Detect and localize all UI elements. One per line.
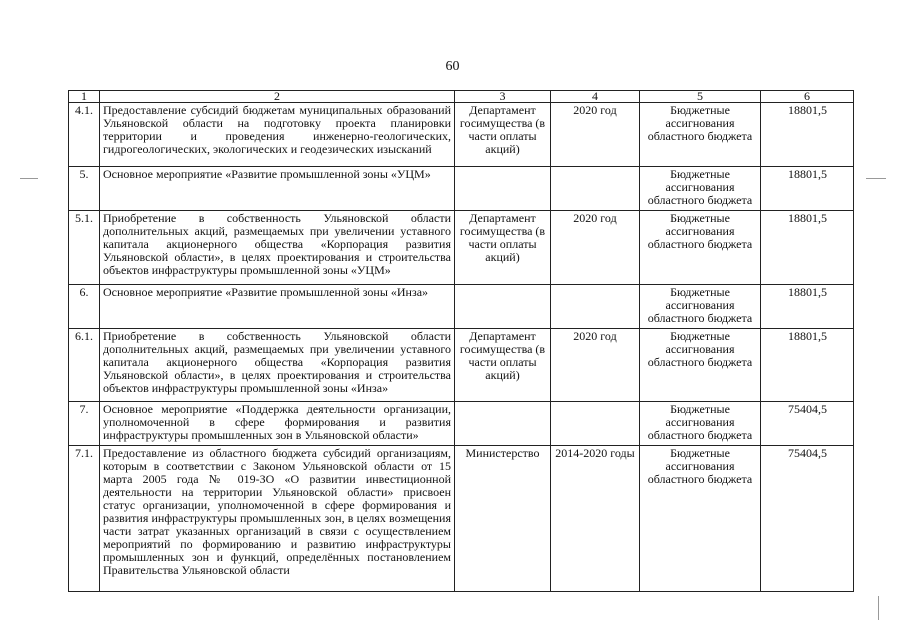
column-header: 5 bbox=[640, 91, 761, 103]
row-number: 5.1. bbox=[69, 211, 100, 285]
row-funding-source: Бюджетные ассигнования областного бюджета bbox=[640, 103, 761, 167]
row-executor bbox=[455, 285, 551, 329]
row-period bbox=[551, 167, 640, 211]
row-amount: 75404,5 bbox=[761, 402, 854, 446]
row-number: 5. bbox=[69, 167, 100, 211]
row-description: Предоставление из областного бюджета субсидий организациям, которым в соответствии с Законом Ульяновской области от 15 марта 2005 года № 019-ЗО «О развитии инвестиционной деятельности на территории Ульяновской области» присвоен статус организации, уполномоченной в сфере формирования и развития инфраструктуры промышленных зон, в целях возмещения части затрат указанных организаций в связи с осуществлением мероприятий по формированию и развитию инфраструктуры промышленных зон и функций, определённых постановлением Правительства Ульяновской области bbox=[100, 446, 455, 592]
table-row bbox=[69, 402, 854, 446]
row-period: 2020 год bbox=[551, 103, 640, 167]
row-description: Предоставление субсидий бюджетам муниципальных образований Ульяновской области на подготовку проекта планировки территории и проведения инженерно-геологических, гидрогеологических, экологических и геодезических изысканий bbox=[100, 103, 455, 167]
row-funding-source: Бюджетные ассигнования областного бюджета bbox=[640, 211, 761, 285]
row-funding-source: Бюджетные ассигнования областного бюджета bbox=[640, 285, 761, 329]
row-description: Приобретение в собственность Ульяновской области дополнительных акций, размещаемых при увеличении уставного капитала акционерного общества «Корпорация развития Ульяновской области», в целях проектирования и строительства объектов инфраструктуры промышленной зоны «УЦМ» bbox=[100, 211, 455, 285]
table-row bbox=[69, 446, 854, 592]
scan-artifact bbox=[878, 596, 879, 620]
row-number: 6. bbox=[69, 285, 100, 329]
row-executor: Департамент госимущества (в части оплаты акций) bbox=[455, 211, 551, 285]
row-funding-source: Бюджетные ассигнования областного бюджета bbox=[640, 446, 761, 592]
budget-table bbox=[68, 90, 854, 592]
column-header: 1 bbox=[69, 91, 100, 103]
row-amount: 18801,5 bbox=[761, 329, 854, 402]
row-executor: Министерство bbox=[455, 446, 551, 592]
column-header: 6 bbox=[761, 91, 854, 103]
row-amount: 18801,5 bbox=[761, 285, 854, 329]
table-row bbox=[69, 167, 854, 211]
row-description: Основное мероприятие «Развитие промышленной зоны «УЦМ» bbox=[100, 167, 455, 211]
scan-artifact bbox=[866, 178, 886, 179]
row-funding-source: Бюджетные ассигнования областного бюджета bbox=[640, 329, 761, 402]
column-header: 4 bbox=[551, 91, 640, 103]
column-header: 2 bbox=[100, 91, 455, 103]
table-row bbox=[69, 103, 854, 167]
table-header-row bbox=[69, 91, 854, 103]
row-description: Основное мероприятие «Поддержка деятельности организации, уполномоченной в сфере формирования и развития инфраструктуры промышленных зон в Ульяновской области» bbox=[100, 402, 455, 446]
row-executor bbox=[455, 402, 551, 446]
row-executor: Департамент госимущества (в части оплаты акций) bbox=[455, 103, 551, 167]
row-number: 4.1. bbox=[69, 103, 100, 167]
table-row bbox=[69, 211, 854, 285]
row-number: 7. bbox=[69, 402, 100, 446]
row-description: Приобретение в собственность Ульяновской области дополнительных акций, размещаемых при увеличении уставного капитала акционерного общества «Корпорация развития Ульяновской области», в целях проектирования и строительства объектов инфраструктуры промышленной зоны «Инза» bbox=[100, 329, 455, 402]
row-period bbox=[551, 402, 640, 446]
row-period: 2020 год bbox=[551, 329, 640, 402]
row-amount: 75404,5 bbox=[761, 446, 854, 592]
row-period bbox=[551, 285, 640, 329]
row-amount: 18801,5 bbox=[761, 211, 854, 285]
row-description: Основное мероприятие «Развитие промышленной зоны «Инза» bbox=[100, 285, 455, 329]
row-executor: Департамент госимущества (в части оплаты акций) bbox=[455, 329, 551, 402]
row-period: 2020 год bbox=[551, 211, 640, 285]
row-amount: 18801,5 bbox=[761, 103, 854, 167]
row-executor bbox=[455, 167, 551, 211]
row-number: 6.1. bbox=[69, 329, 100, 402]
table-row bbox=[69, 285, 854, 329]
row-period: 2014-2020 годы bbox=[551, 446, 640, 592]
table-row bbox=[69, 329, 854, 402]
row-amount: 18801,5 bbox=[761, 167, 854, 211]
scan-artifact bbox=[20, 178, 38, 179]
row-funding-source: Бюджетные ассигнования областного бюджета bbox=[640, 402, 761, 446]
row-number: 7.1. bbox=[69, 446, 100, 592]
column-header: 3 bbox=[455, 91, 551, 103]
page-number: 60 bbox=[445, 59, 460, 74]
row-funding-source: Бюджетные ассигнования областного бюджета bbox=[640, 167, 761, 211]
